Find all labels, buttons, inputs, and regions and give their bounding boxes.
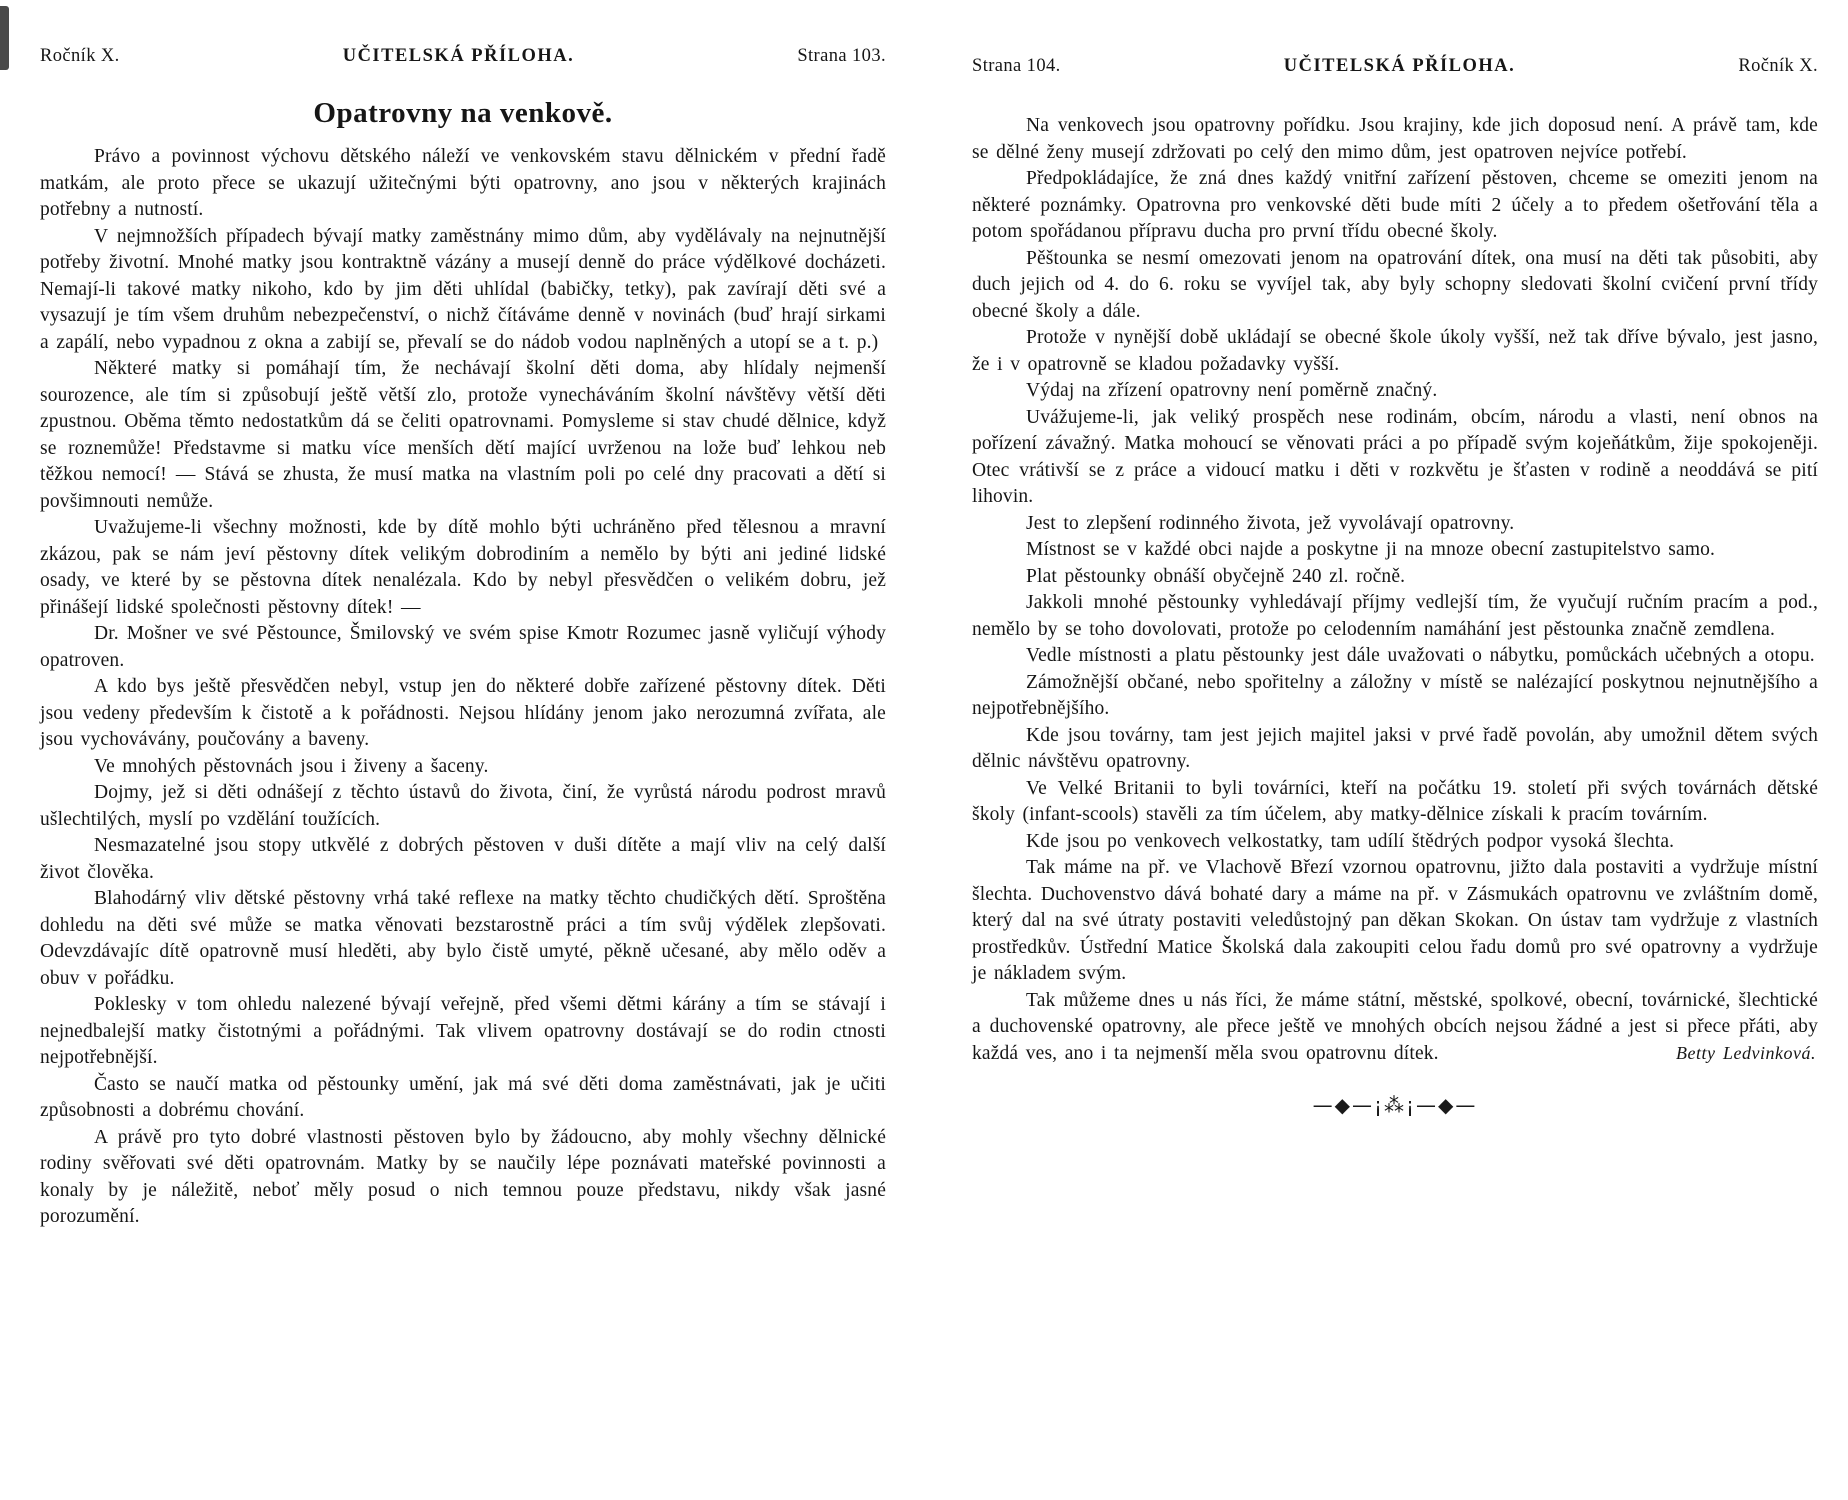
paragraph: Místnost se v každé obci najde a poskytne ji na mnoze obecní zastupitelstvo samo. <box>1026 539 1716 560</box>
volume-label: Ročník X. <box>40 46 120 66</box>
paragraph: V nejmnožších případech bývají matky zaměstnány mimo dům, aby vydělávaly na nejnutnější potřeby životní. Mnohé matky jsou kontraktně vázány a musejí denně do práce výdělkové docházeti. Nemají-li takové matky nikoho, kdo by jim děti uhlídal (babičky, tetky), pak zavírají děti své a vysazují je tím všem druhům nebezpečenství, o nichž čítáváme denně v novinách (buď hrají sirkami a zapálí, nebo vypadnou z okna a zabijí se, převalí se do nádob vodou naplněných a utopí se a t. p.) <box>40 225 886 353</box>
paragraph: Vedle místnosti a platu pěstounky jest dále uvažovati o nábytku, pomůckách učebných a otopu. <box>1026 645 1815 666</box>
scan-edge-artifact <box>0 6 9 70</box>
paragraph: Dojmy, jež si děti odnášejí z těchto ústavů do života, činí, že vyrůstá národu podrost mravů ušlechtilých, myslí po vzdělání toužících. <box>40 782 886 830</box>
page-104 <box>972 56 1818 1117</box>
paragraph: Jest to zlepšení rodinného života, jež vyvolávají opatrovny. <box>1026 512 1515 534</box>
paragraph: A kdo bys ještě přesvědčen nebyl, vstup jen do některé dobře zařízené pěstovny dítek. Děti jsou vedeny především k čistotě a k pořádnosti. Nejsou hlídány jenom jako nerozumná zvířata, ale jsou vychovávány, poučovány a baveny. <box>40 676 886 750</box>
paragraph: Nesmazatelné jsou stopy utkvělé z dobrých pěstoven v duši dítěte a mají vliv na celý další život člověka. <box>40 835 886 883</box>
paragraph: Poklesky v tom ohledu nalezené bývají veřejně, před všemi dětmi kárány a tím se stávají i nejnedbalejší matky čistotnými a pořádnými. Tak vlivem opatrovny dostávají se do rodin ctnosti nejpotřebnější. <box>40 994 886 1068</box>
ornament-divider: —◆—¡⁂¡—◆— <box>1312 1093 1478 1117</box>
paragraph: Zámožnější občané, nebo spořitelny a záložny v místě se nalézající poskytnou nejnutnějšího a nejpotřebnějšího. <box>972 671 1818 719</box>
running-header-left-page <box>40 46 886 67</box>
paragraph: Některé matky si pomáhají tím, že nechávají školní děti doma, aby hlídaly nejmenší sourozence, ale tím si způsobují ještě větší zlo, protože vynecháváním školní návštěvy větší děti zpustnou. Oběma těmto nedostatkům dá se čeliti opatrovnami. Pomysleme si stav chudé dělnice, když se roznemůže! Představme si matku více menších dětí mající uvrženou na lože buď lehkou neb těžkou nemocí! — Stává se zhusta, že musí matka na vlastním poli po celé dny pracovati a dětí si povšimnouti nemůže. <box>40 358 886 512</box>
volume-label: Ročník X. <box>1738 56 1818 76</box>
closing-paragraph-text: Tak můžeme dnes u nás říci, že máme státní, městské, spolkové, obecní, továrnické, šlechtické a duchovenské opatrovny, ale přece ještě ve mnohých obcích nejsou žádné a jest si přece přáti, aby každá ves, ano i ta nejmenší měla svou opatrovnu dítek. <box>972 989 1818 1064</box>
paragraph: Dr. Mošner ve své Pěstounce, Šmilovský ve svém spise Kmotr Rozumec jasně vyličují výhody opatroven. <box>40 623 886 671</box>
paragraph: Plat pěstounky obnáší obyčejně 240 zl. ročně. <box>1026 565 1406 587</box>
paragraph: Předpokládajíce, že zná dnes každý vnitřní zařízení pěstoven, chceme se omeziti jenom na některé poznámky. Opatrovna pro venkovské děti bude míti 2 účely a to předem ošetřování těla a potom spořádanou přípravu ducha pro první třídu obecné školy. <box>972 168 1818 242</box>
paragraph: Ve mnohých pěstovnách jsou i živeny a šaceny. <box>94 755 489 777</box>
running-header-right-page <box>972 56 1818 77</box>
paragraph: Na venkovech jsou opatrovny pořídku. Jsou krajiny, kde jich doposud není. A právě tam, kde se dělné ženy musejí zdržovati po celý den mimo dům, jest opatroven nejvíce potřebí. <box>972 115 1818 163</box>
paragraph: Blahodárný vliv dětské pěstovny vrhá také reflexe na matky těchto chudičkých dětí. Sproštěna dohledu na děti své může se matka věnovati bezstarostně práci a tím svůj výdělek zlepšovati. Odevzdávajíc dítě opatrovně musí hleděti, aby bylo čistě umyté, pěkně učesané, aby mělo oděv a obuv v pořádku. <box>40 888 886 989</box>
paragraph: Jakkoli mnohé pěstounky vyhledávají příjmy vedlejší tím, že vyučují ručním pracím a pod., nemělo by se toho dovolovati, protože po celodenním namáhání jest pěstounka značně zemdlena. <box>972 592 1818 640</box>
paragraph: Kde jsou po venkovech velkostatky, tam udílí štědrých podpor vysoká šlechta. <box>1026 830 1675 852</box>
article-body-left <box>40 144 886 1231</box>
paragraph: Tak máme na př. ve Vlachově Březí vzornou opatrovnu, jižto dala postaviti a vydržuje místní šlechta. Duchovenstvo dává bohaté dary a máme na př. v Zásmukách opatrovnu ve zvláštním domě, který dal na své útraty postaviti veledůstojný pan děkan Skokan. On ústav tam vydržuje z vlastních prostředkův. Ústřední Matice Školská dala zakoupiti celou řadu domů pro své opatrovny a vydržuje je nákladem svým. <box>972 857 1818 984</box>
paragraph: A právě pro tyto dobré vlastnosti pěstoven bylo by žádoucno, aby mohly všechny dělnické rodiny svěřovati své děti opatrovnám. Matky by se naučily lépe poznávati mateřské povinnosti a konaly by je náležitě, neboť měly posud o nich temnou pouze představu, nikdy však jasné porozumění. <box>40 1126 886 1227</box>
journal-title: UČITELSKÁ PŘÍLOHA. <box>342 46 575 66</box>
paragraph: Ve Velké Britanii to byli továrníci, kteří na počátku 19. století při svých továrnách dětské školy (infant-scools) stavěli za tím účelem, aby matky-dělnice získali k pracím továrním. <box>972 777 1818 825</box>
closing-paragraph <box>972 988 1818 1068</box>
article-title: Opatrovny na venkově. <box>313 97 613 129</box>
paragraph: Často se naučí matka od pěstounky umění, jak má své děti doma zaměstnávati, jak je učiti způsobnosti a dobrému chování. <box>40 1073 886 1121</box>
paragraph: Právo a povinnost výchovu dětského náleží ve venkovském stavu dělnickém v přední řadě matkám, ale proto přece se ukazují užitečnými býti opatrovny, ano jsou v některých krajinách potřebny a nutností. <box>40 146 886 220</box>
paragraph: Výdaj na zřízení opatrovny není poměrně značný. <box>1026 380 1438 401</box>
journal-title: UČITELSKÁ PŘÍLOHA. <box>1283 56 1516 76</box>
page-number: Strana 103. <box>797 46 886 66</box>
paragraph: Uvážujeme-li, jak veliký prospěch nese rodinám, obcím, národu a vlasti, není obnos na pořízení závažný. Matka mohoucí se věnovati práci a po případě svým kojeňátkům, žije spokojeněji. Otec vrátivší se z práce a vidoucí matku i děti v rozkvětu je šťasten v rodině a neoddává se pití lihovin. <box>972 406 1818 507</box>
article-body-right <box>972 113 1818 988</box>
page-103 <box>40 46 886 1231</box>
page-number: Strana 104. <box>972 56 1061 76</box>
paragraph: Uvažujeme-li všechny možnosti, kde by dítě mohlo býti uchráněno před tělesnou a mravní zkázou, pak se nám jeví pěstovny dítek velikým dobrodiním a nemělo by býti ani jediné lidské osady, ve které by se pěstovna dítek nenalézala. Kdo by nebyl přesvědčen o velikém dobru, jež přinášejí lidské společnosti pěstovny dítek! — <box>40 517 886 618</box>
paragraph: Pěštounka se nesmí omezovati jenom na opatrování dítek, ona musí na děti tak působiti, aby duch jejich od 4. do 6. roku se vyvíjel tak, aby byly schopny sledovati školní cvičení první třídy obecné školy a dále. <box>972 247 1818 322</box>
paragraph: Kde jsou továrny, tam jest jejich majitel jaksi v prvé řadě povolán, aby umožnil dětem svých dělnic návštěvu opatrovny. <box>972 724 1818 772</box>
paragraph: Protože v nynější době ukládají se obecné škole úkoly vyšší, než tak dříve bývalo, jest jasno, že i v opatrovně se kladou požadavky vyšší. <box>972 327 1818 375</box>
author-signature: Betty Ledvinková. <box>1662 1040 1816 1067</box>
